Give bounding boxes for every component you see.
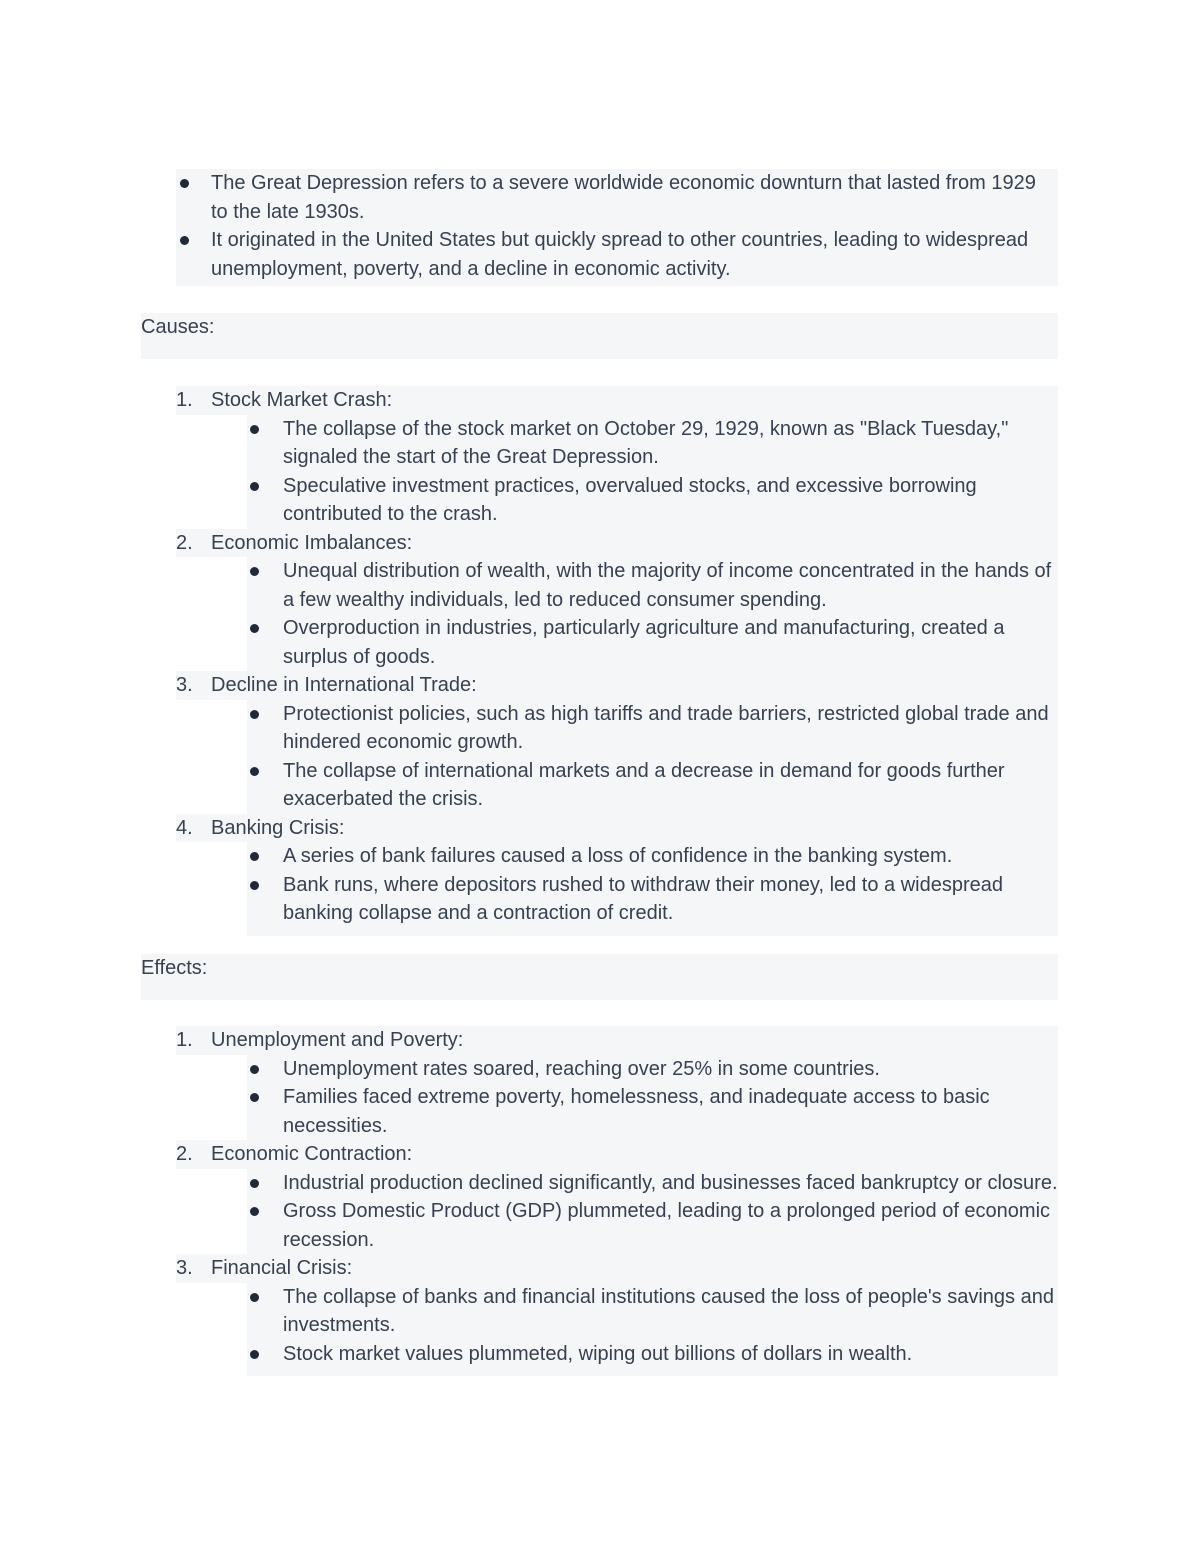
sub-point-text: Unequal distribution of wealth, with the majority of income concentrated in the hands of a few wealthy individuals, led to reduced consumer spending.: [283, 560, 1052, 611]
intro-text: It originated in the United States but quickly spread to other countries, leading to widespread unemployment, poverty, and a decline in economic activity.: [211, 229, 1029, 280]
list-item: [247, 1055, 1058, 1084]
bullet-icon: [250, 1179, 259, 1188]
list-item: [247, 472, 1058, 529]
list-item-title: Stock Market Crash:: [211, 389, 393, 411]
list-item: [247, 871, 1058, 928]
list-item-title: Financial Crisis:: [211, 1257, 353, 1279]
list-item: [176, 1254, 1058, 1376]
list-item-title-row: [176, 529, 1058, 558]
list-item: [247, 700, 1058, 757]
effects-heading: Effects:: [141, 957, 208, 979]
list-item-title: Economic Contraction:: [211, 1143, 413, 1165]
sub-point-text: Bank runs, where depositors rushed to withdraw their money, led to a widespread banking collapse and a contraction of credit.: [283, 873, 1004, 924]
list-item-title: Economic Imbalances:: [211, 531, 413, 554]
list-item: [247, 614, 1058, 671]
list-item-title-row: [176, 1140, 1058, 1169]
list-item: [176, 386, 1058, 529]
list-item: [247, 757, 1058, 814]
list-item-title: Banking Crisis:: [211, 816, 345, 839]
bullet-icon: [250, 1293, 259, 1302]
list-number: 4.: [176, 816, 193, 839]
bullet-icon: [180, 236, 189, 245]
sub-point-text: Speculative investment practices, overvalued stocks, and excessive borrowing contributed to the crash.: [283, 474, 977, 525]
list-item: [247, 1197, 1058, 1254]
list-number: 3.: [176, 674, 193, 696]
list-number: 3.: [176, 1257, 193, 1279]
bullet-icon: [250, 482, 259, 491]
list-item: [176, 814, 1058, 936]
list-item: [176, 1026, 1058, 1140]
intro-bullet-list: [176, 169, 1058, 283]
list-item-title: Unemployment and Poverty:: [211, 1029, 464, 1051]
list-item: [247, 1283, 1058, 1340]
sub-point-text: The collapse of banks and financial institutions caused the loss of people's savings and investments.: [283, 1285, 1054, 1336]
bullet-icon: [250, 881, 259, 890]
list-item: [247, 842, 1058, 871]
intro-text: The Great Depression refers to a severe worldwide economic downturn that lasted from 1929 to the late 1930s.: [211, 172, 1036, 223]
list-item: [247, 557, 1058, 614]
list-item-title: Decline in International Trade:: [211, 674, 477, 696]
sub-point-text: The collapse of the stock market on October 29, 1929, known as "Black Tuesday," signaled the start of the Great Depression.: [283, 417, 1009, 468]
bullet-icon: [250, 1093, 259, 1102]
sub-point-text: Stock market values plummeted, wiping out billions of dollars in wealth.: [283, 1342, 913, 1365]
sub-point-text: Unemployment rates soared, reaching over 25% in some countries.: [283, 1057, 880, 1080]
sub-list-block: [247, 557, 1058, 671]
sub-point-text: Industrial production declined significantly, and businesses faced bankruptcy or closure.: [283, 1171, 1058, 1194]
list-item-title-row: [176, 814, 1058, 843]
bullet-icon: [250, 852, 259, 861]
bullet-icon: [250, 710, 259, 719]
bullet-icon: [250, 1065, 259, 1074]
list-item: [247, 1340, 1058, 1369]
list-item: [176, 226, 1058, 283]
list-item: [247, 415, 1058, 472]
causes-heading: Causes:: [141, 316, 215, 338]
bullet-icon: [250, 567, 259, 576]
list-item: [176, 671, 1058, 814]
causes-heading-bar: [141, 313, 1058, 359]
bullet-icon: [250, 1350, 259, 1359]
list-item-title-row: [176, 671, 1058, 700]
bullet-icon: [250, 425, 259, 434]
list-number: 1.: [176, 1029, 193, 1051]
sub-point-text: Overproduction in industries, particularly agriculture and manufacturing, created a surplus of goods.: [283, 617, 1005, 668]
sub-list-block: [247, 1169, 1058, 1255]
intro-section: [176, 169, 1058, 286]
sub-list-block: [247, 1055, 1058, 1141]
sub-point-text: Families faced extreme poverty, homelessness, and inadequate access to basic necessities.: [283, 1086, 990, 1137]
list-item-title-row: [176, 1026, 1058, 1055]
causes-list: [176, 386, 1058, 936]
list-item: [176, 1140, 1058, 1254]
bullet-icon: [250, 624, 259, 633]
sub-list-block: [247, 700, 1058, 814]
sub-point-text: Protectionist policies, such as high tariffs and trade barriers, restricted global trade and hindered economic growth.: [283, 702, 1049, 753]
sub-point-text: The collapse of international markets and a decrease in demand for goods further exacerbated the crisis.: [283, 759, 1005, 810]
sub-list-block: [247, 1283, 1058, 1377]
bullet-icon: [180, 179, 189, 188]
sub-list-block: [247, 415, 1058, 529]
effects-heading-bar: [141, 954, 1058, 1000]
list-item: [176, 529, 1058, 672]
list-item: [247, 1169, 1058, 1198]
list-item-title-row: [176, 386, 1058, 415]
list-item-title-row: [176, 1254, 1058, 1283]
list-number: 2.: [176, 531, 193, 554]
effects-list: [176, 1026, 1058, 1376]
list-item: [176, 169, 1058, 226]
list-number: 2.: [176, 1143, 193, 1165]
sub-point-text: A series of bank failures caused a loss of confidence in the banking system.: [283, 845, 953, 867]
list-item: [247, 1083, 1058, 1140]
bullet-icon: [250, 767, 259, 776]
list-number: 1.: [176, 389, 193, 411]
sub-point-text: Gross Domestic Product (GDP) plummeted, leading to a prolonged period of economic recession.: [283, 1200, 1051, 1251]
bullet-icon: [250, 1207, 259, 1216]
sub-list-block: [247, 842, 1058, 936]
